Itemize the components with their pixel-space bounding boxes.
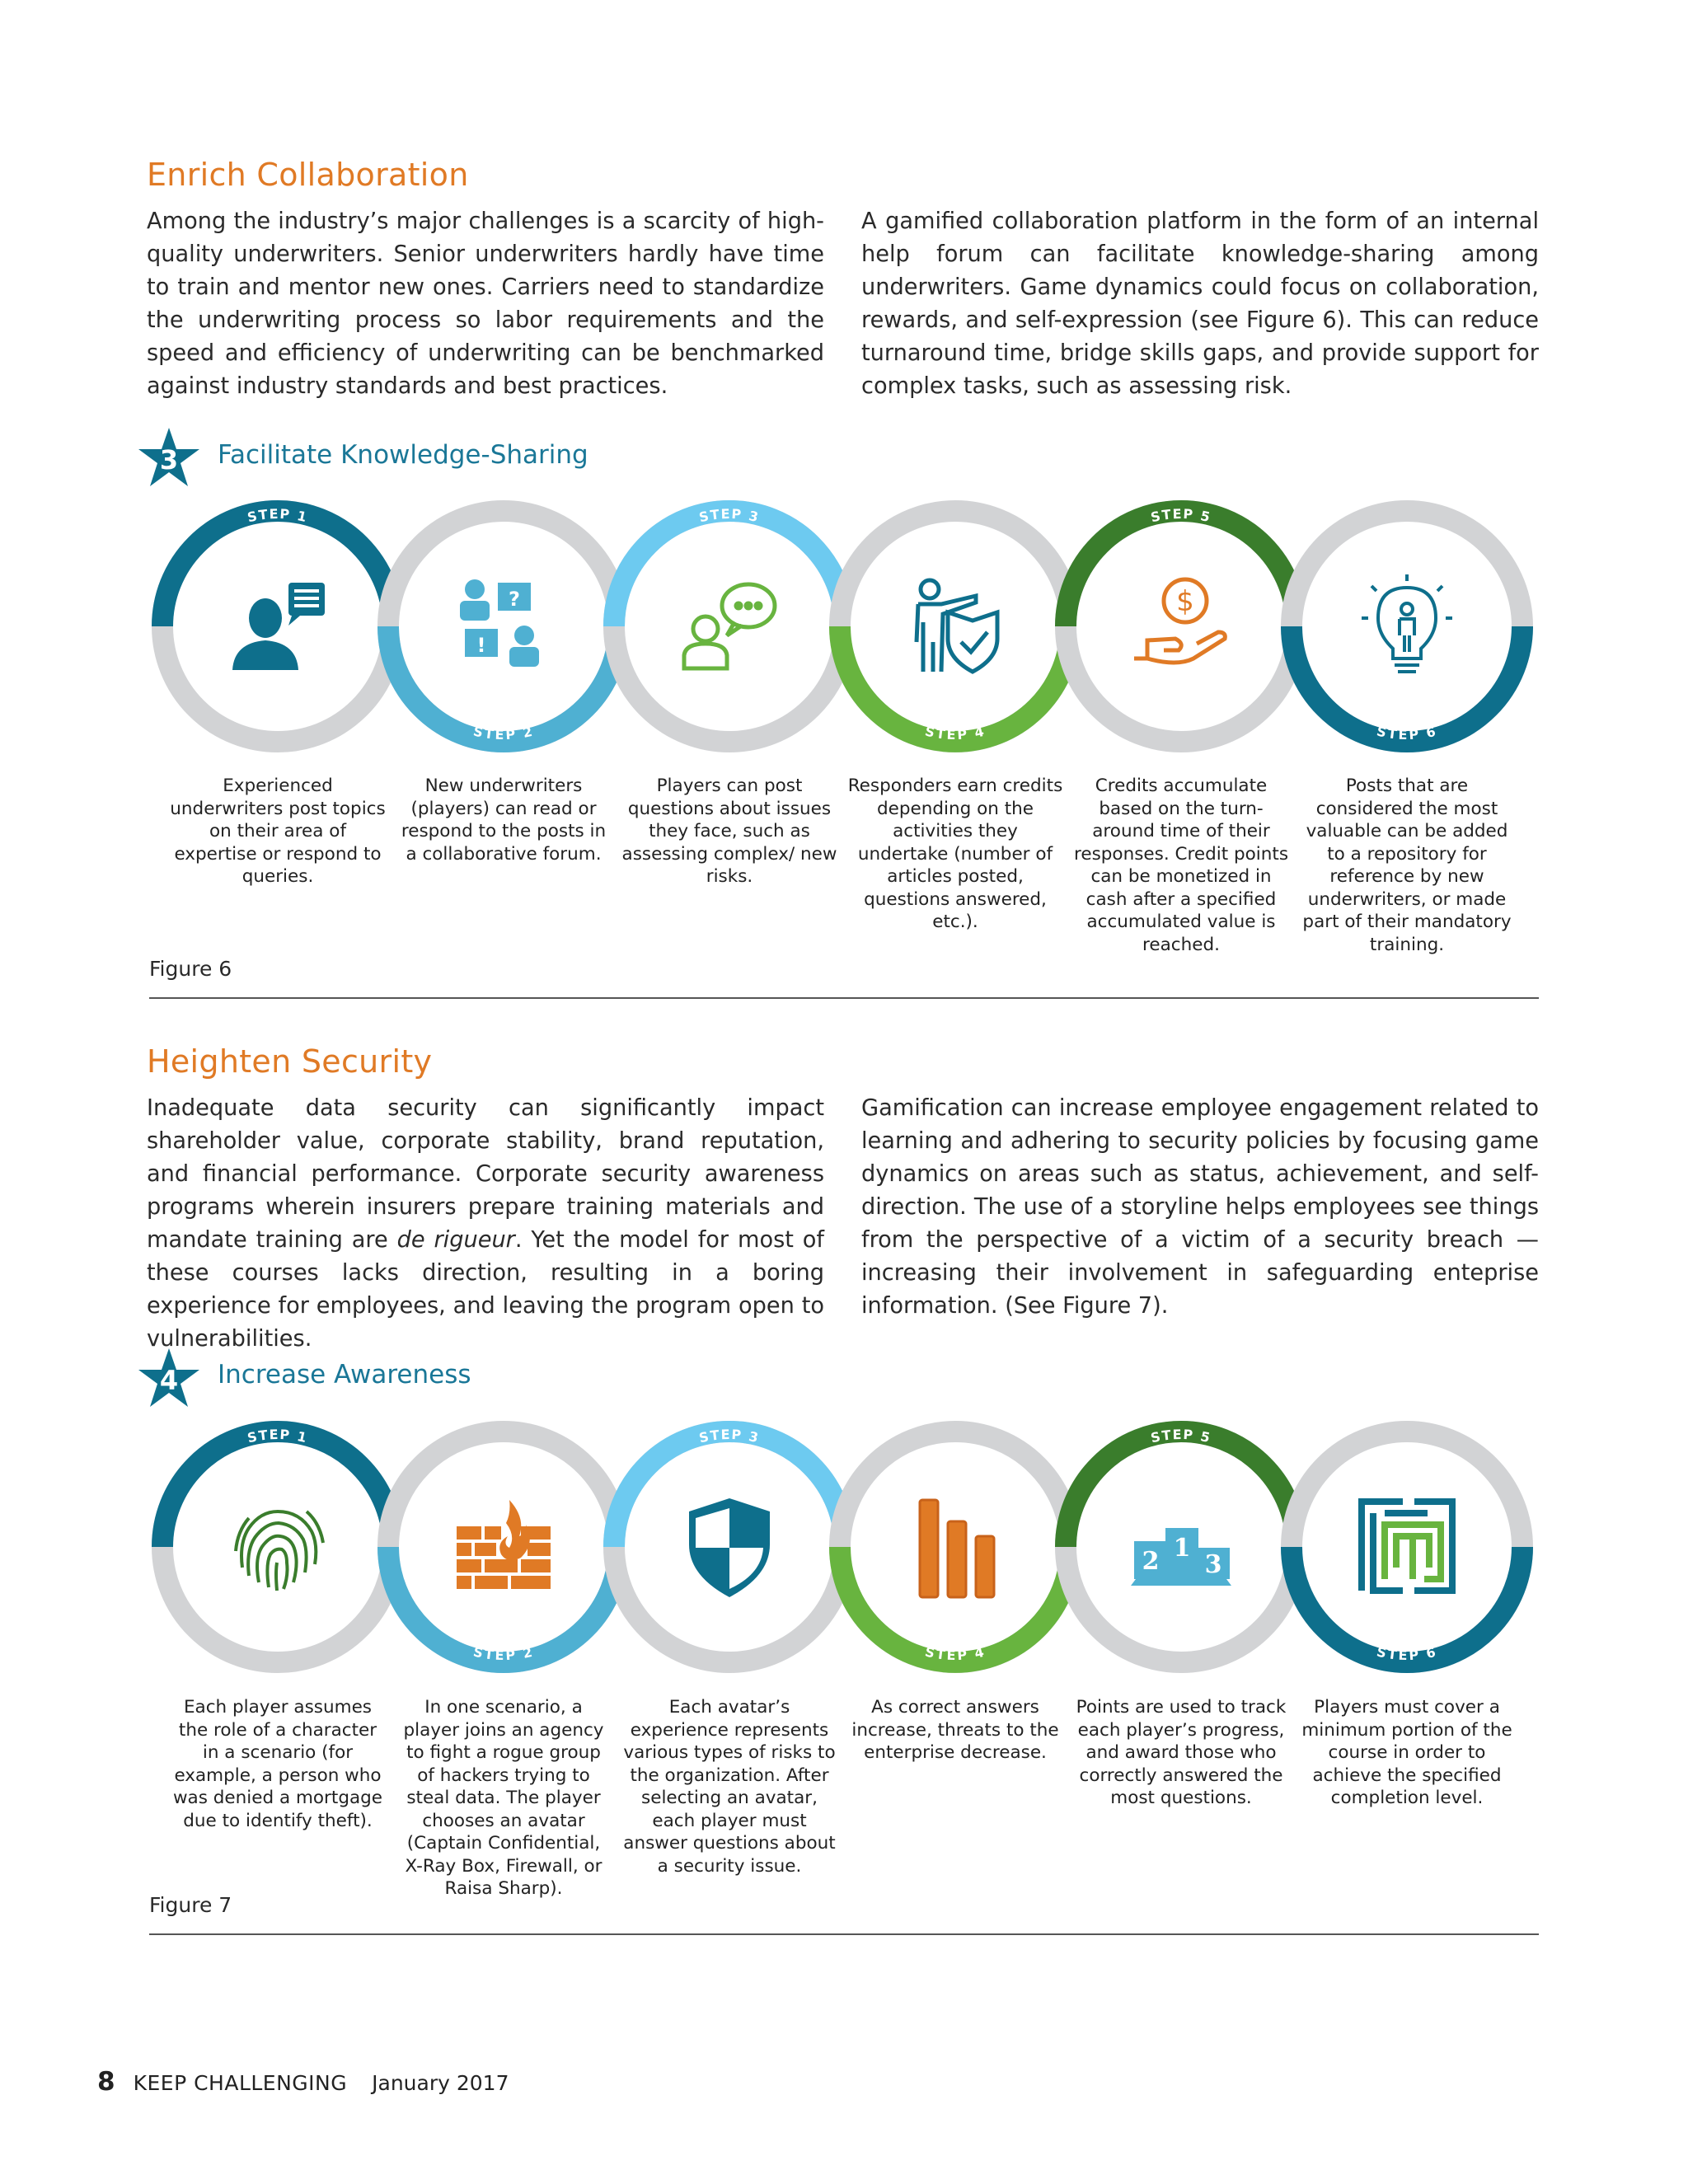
figure-number-badge — [137, 426, 201, 490]
person-chat-icon — [676, 573, 783, 680]
step-caption: Credits accumulate based on the turn-around time of their responses. Credit points can be monetized in cash after a specified accumulated value is reached. — [1073, 776, 1289, 955]
svg-text:1: 1 — [1173, 1534, 1191, 1563]
figure-label: Figure 7 — [149, 1893, 232, 1917]
step-caption: Players can post questions about issues they face, such as assessing complex/ new risks. — [621, 776, 837, 887]
figure-title: Increase Awareness — [218, 1360, 471, 1390]
step-label: STEP 1 — [246, 1426, 310, 1446]
svg-text:$: $ — [1176, 585, 1194, 618]
step-caption: Responders earn credits depending on the activities they undertake (number of articles posted, questions answered, etc.). — [847, 776, 1063, 932]
hand-coin-icon — [1128, 573, 1235, 680]
step-label: STEP 5 — [1149, 1426, 1213, 1446]
figure-label: Figure 6 — [149, 957, 232, 981]
step-caption: Experienced underwriters post topics on their area of expertise or respond to queries. — [170, 776, 386, 887]
step-caption: Posts that are considered the most valuable can be added to a repository for reference by new underwriters, or made part of their mandatory training. — [1302, 776, 1512, 955]
person-shield-icon — [902, 573, 1009, 680]
figure-number-badge — [137, 1347, 201, 1411]
step-label: STEP 5 — [1149, 505, 1213, 525]
page-number: 8 — [97, 2067, 115, 2097]
step-label: STEP 4 — [923, 723, 987, 743]
paragraph-security-left: Inadequate data security can significantly impact shareholder value, corporate stability, brand reputation, and financial performance. Corporate security awareness programs wherein insurers prepare training materials and mandate training are de rigueur. Yet the model for most of these courses lacks direction, resulting in a boring experience for employees, and leaving the program open to vulnerabilities. — [147, 1095, 824, 1352]
speaker-chat-icon — [224, 573, 331, 680]
bar-chart-icon — [902, 1493, 1009, 1601]
shield-icon — [676, 1493, 783, 1601]
step-label: STEP 4 — [923, 1643, 987, 1663]
figure-title: Facilitate Knowledge-Sharing — [218, 440, 588, 470]
divider — [149, 997, 1539, 999]
step-label: STEP 3 — [697, 1426, 762, 1446]
steps-ring-row — [0, 494, 1688, 775]
fingerprint-icon — [224, 1493, 331, 1601]
section-heading-enrich-collaboration: Enrich Collaboration — [147, 157, 469, 193]
step-caption: Each avatar’s experience represents various types of risks to the organization. After selecting an avatar, each player must answer questions about a security issue. — [623, 1697, 836, 1877]
step-label: STEP 1 — [246, 505, 310, 525]
step-caption: In one scenario, a player joins an agency to fight a rogue group of hackers trying to steal data. The player chooses an avatar (Captain Confidential, X-Ray Box, Firewall, or Raisa Sharp). — [403, 1697, 604, 1899]
section-heading-heighten-security: Heighten Security — [147, 1043, 433, 1080]
step-label: STEP 2 — [471, 1643, 536, 1663]
paragraph-collaboration-left: Among the industry’s major challenges is a scarcity of high-quality underwriters. Senior underwriters hardly have time to train and mentor new ones. Carriers need to standardize the underwriting process so labor requirements and the speed and efficiency of underwriting can be benchmarked against industry standards and best practices. — [147, 209, 824, 399]
svg-text:?: ? — [509, 588, 520, 611]
badge-number: 4 — [159, 1365, 179, 1396]
maze-icon — [1353, 1493, 1461, 1601]
step-caption: New underwriters (players) can read or respond to the posts in a collaborative forum. — [401, 776, 607, 865]
lightbulb-person-icon — [1353, 573, 1461, 680]
step-label: STEP 3 — [697, 505, 762, 525]
badge-number: 3 — [159, 444, 179, 476]
svg-text:3: 3 — [1204, 1550, 1222, 1579]
step-label: STEP 2 — [471, 723, 536, 743]
svg-text:2: 2 — [1142, 1547, 1160, 1576]
step-label: STEP 6 — [1375, 723, 1439, 743]
step-caption: Each player assumes the role of a character in a scenario (for example, a person who was denied a mortgage due to identify theft). — [172, 1697, 383, 1831]
steps-ring-row — [0, 1415, 1688, 1695]
firewall-icon — [450, 1493, 557, 1601]
step-caption: Players must cover a minimum portion of the course in order to achieve the specified completion level. — [1301, 1697, 1512, 1808]
step-caption: Points are used to track each player’s progress, and award those who correctly answered the most questions. — [1076, 1697, 1287, 1808]
svg-text:!: ! — [476, 634, 486, 657]
podium-icon — [1128, 1493, 1235, 1601]
publication-name: KEEP CHALLENGING — [133, 2071, 348, 2095]
divider — [149, 1933, 1539, 1935]
step-label: STEP 6 — [1375, 1643, 1439, 1663]
page-footer — [97, 2067, 509, 2097]
step-caption: As correct answers increase, threats to the enterprise decrease. — [851, 1697, 1059, 1763]
paragraph-security-right: Gamification can increase employee engagement related to learning and adhering to security policies by focusing game dynamics on areas such as status, achievement, and self-direction. The use of a storyline helps employees see things from the perspective of a victim of a security breach — increasing their involvement in safeguarding enteprise information. (See Figure 7). — [861, 1095, 1539, 1319]
question-exchange-icon — [450, 573, 557, 680]
publication-date: January 2017 — [372, 2071, 509, 2095]
paragraph-collaboration-right: A gamified collaboration platform in the form of an internal help forum can facilitate knowledge-sharing among underwriters. Game dynamics could focus on collaboration, rewards, and self-expression (see Figure 6). This can reduce turnaround time, bridge skills gaps, and provide support for complex tasks, such as assessing risk. — [861, 209, 1539, 399]
